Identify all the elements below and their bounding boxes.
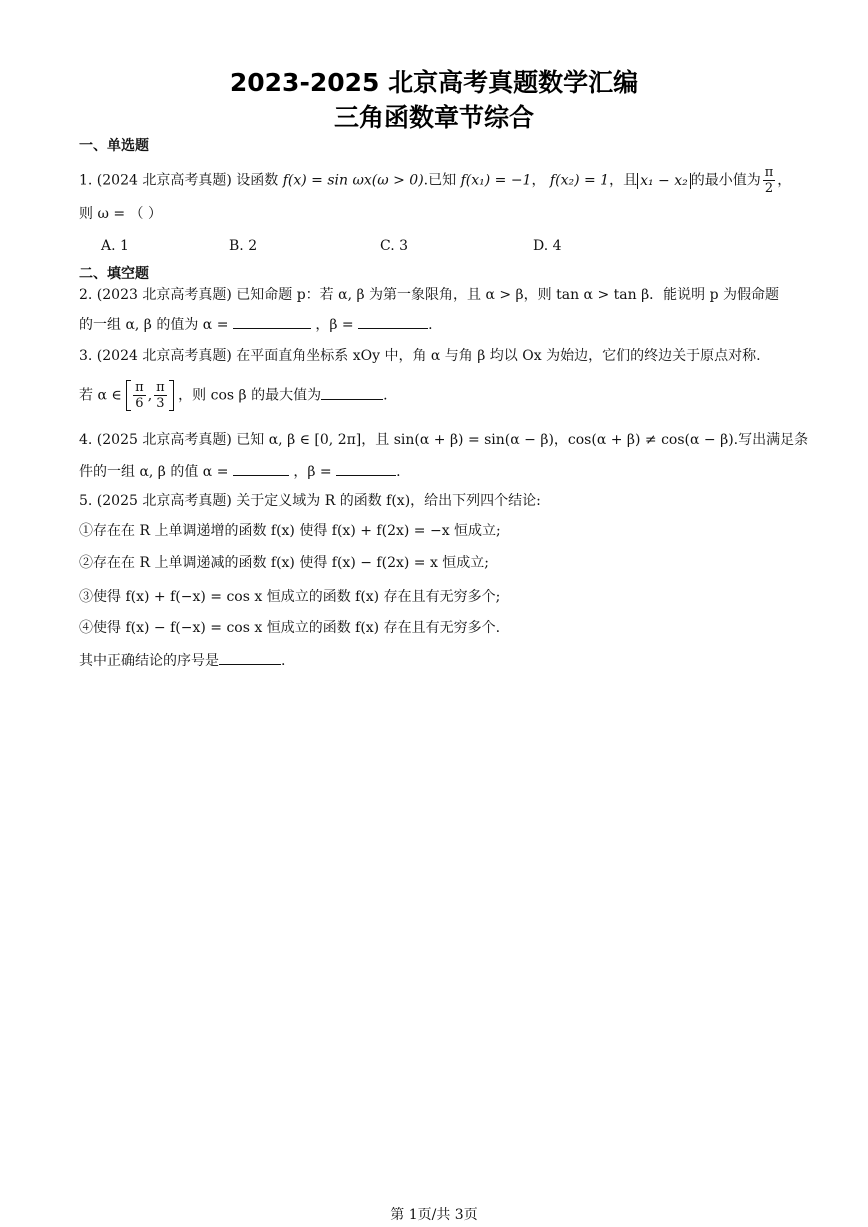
question-5-statement-3: ③使得 f(x) + f(−x) = cos x 恒成立的函数 f(x) 存在且有无穷多个; xyxy=(79,589,501,605)
section-heading-fill-in: 二、填空题 xyxy=(79,266,149,282)
q1-fraction-denominator: 2 xyxy=(764,181,774,196)
q3-text-b: ，则 cos β 的最大值为 xyxy=(178,387,322,404)
question-4-stem: 4. (2025 北京高考真题) 已知 α, β ∈ [0, 2π]，且 sin(α + β) = sin(α − β)，cos(α + β) ≠ cos(α − β).写出满足条 xyxy=(79,432,809,448)
question-1-stem xyxy=(79,165,791,196)
q3-text-c: . xyxy=(383,387,388,404)
choice-c: C. 3 xyxy=(380,238,409,254)
q3-blank-max[interactable] xyxy=(321,385,383,400)
page-footer-number: 第 1页/共 3页 xyxy=(390,1207,478,1223)
q4-blank-beta[interactable] xyxy=(336,461,396,476)
q2-text-a: 的一组 α, β 的值为 α = xyxy=(79,317,229,333)
q1-text-min: 的最小值为 xyxy=(690,172,761,189)
section-heading-single-choice: 一、单选题 xyxy=(79,138,149,154)
q3-fraction-2-denominator: 3 xyxy=(156,396,165,411)
q5-text-a: 其中正确结论的序号是 xyxy=(79,653,219,669)
q3-interval: $\frac{\pi}{6}$ , $\frac{\pi}{3}$ xyxy=(126,380,174,411)
question-1-ask: 则 ω = （ ） xyxy=(79,206,162,222)
choice-d: D. 4 xyxy=(533,238,562,254)
q1-function: f(x) = sin ωx(ω > 0) xyxy=(282,172,424,189)
question-4-answer-line xyxy=(79,461,401,482)
q4-text-b: ，β = xyxy=(293,464,332,480)
q2-blank-beta[interactable] xyxy=(358,314,428,329)
question-3-stem: 3. (2024 北京高考真题) 在平面直角坐标系 xOy 中，角 α 与角 β 均以 Ox 为始边，它们的终边关于原点对称. xyxy=(79,348,761,364)
q3-fraction-1-numerator: π xyxy=(135,380,144,395)
q5-text-b: . xyxy=(281,653,286,669)
question-2-stem: 2. (2023 北京高考真题) 已知命题 p：若 α, β 为第一象限角，且 α > β，则 tan α > tan β．能说明 p 为假命题 xyxy=(79,287,780,303)
q1-condition-2: f(x₂) = 1 xyxy=(549,172,610,189)
q4-text-a: 件的一组 α, β 的值 α = xyxy=(79,464,229,480)
q3-fraction-2-numerator: π xyxy=(156,380,165,395)
q3-text-a: 若 α ∈ xyxy=(79,387,122,404)
question-5-answer-line xyxy=(79,650,285,671)
q1-abs-expression: x₁ − x₂ xyxy=(637,173,691,189)
q3-fraction-2 xyxy=(154,380,167,411)
question-5-statement-4: ④使得 f(x) − f(−x) = cos x 恒成立的函数 f(x) 存在且有无穷多个. xyxy=(79,620,501,636)
choice-a: A. 1 xyxy=(101,238,129,254)
q2-text-b: ，β = xyxy=(315,317,354,333)
question-5-statement-1: ①存在在 R 上单调递增的函数 f(x) 使得 f(x) + f(2x) = −x 恒成立; xyxy=(79,523,501,539)
q1-condition-1: f(x₁) = −1 xyxy=(460,172,532,189)
document-subtitle: 三角函数章节综合 xyxy=(333,103,534,132)
q1-text: .已知 xyxy=(423,172,457,189)
q1-prefix: 1. (2024 北京高考真题) 设函数 xyxy=(79,172,279,189)
choice-b: B. 2 xyxy=(229,238,258,254)
q1-fraction-numerator: π xyxy=(764,165,774,180)
q4-blank-alpha[interactable] xyxy=(233,461,289,476)
q5-blank-answer[interactable] xyxy=(219,650,281,665)
q2-blank-alpha[interactable] xyxy=(233,314,311,329)
q3-fraction-1-denominator: 6 xyxy=(135,396,144,411)
q1-fraction xyxy=(763,165,776,196)
q1-separator: ， xyxy=(531,172,546,189)
q4-text-c: . xyxy=(396,464,401,480)
q3-fraction-1 xyxy=(133,380,146,411)
q1-text-and: ，且 xyxy=(609,172,638,189)
document-title: 2023-2025 北京高考真题数学汇编 xyxy=(229,68,639,97)
question-5-stem: 5. (2025 北京高考真题) 关于定义域为 R 的函数 f(x)，给出下列四个结论: xyxy=(79,493,541,509)
question-3-answer-line xyxy=(79,380,388,411)
question-2-answer-line xyxy=(79,314,433,335)
q1-end: ， xyxy=(777,172,792,189)
q2-text-c: . xyxy=(428,317,433,333)
question-5-statement-2: ②存在在 R 上单调递减的函数 f(x) 使得 f(x) − f(2x) = x 恒成立; xyxy=(79,555,490,571)
